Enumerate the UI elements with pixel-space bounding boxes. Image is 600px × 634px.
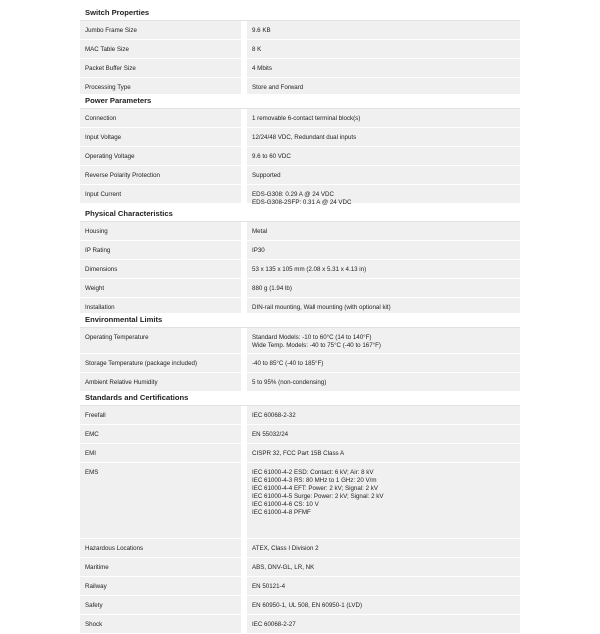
- section-title: Switch Properties: [80, 6, 520, 21]
- spec-row: [80, 185, 520, 204]
- spec-key: Storage Temperature (package included): [80, 354, 241, 372]
- spec-key: Housing: [80, 222, 241, 240]
- spec-row: [80, 373, 520, 392]
- spec-value-line: 1 removable 6-contact terminal block(s): [252, 115, 361, 122]
- spec-value: [247, 558, 520, 576]
- spec-key: IP Rating: [80, 241, 241, 259]
- spec-value-line: Wide Temp. Models: -40 to 75°C (-40 to 167°F): [252, 342, 381, 349]
- spec-value-line: IEC 61000-4-5 Surge: Power: 2 kV; Signal: 2 kV: [252, 493, 384, 500]
- spec-row: [80, 577, 520, 596]
- spec-row: [80, 222, 520, 241]
- spec-row: [80, 128, 520, 147]
- spec-key: EMS: [80, 463, 241, 538]
- spec-value: [247, 406, 520, 424]
- spec-value-line: 8 K: [252, 46, 262, 53]
- spec-value-line: 9.6 to 60 VDC: [252, 153, 291, 160]
- spec-value-line: IEC 61000-4-3 RS: 80 MHz to 1 GHz: 20 V/m: [252, 477, 377, 484]
- spec-row: [80, 260, 520, 279]
- spec-key: Processing Type: [80, 78, 241, 96]
- spec-section: [80, 207, 520, 317]
- spec-key: Railway: [80, 577, 241, 595]
- spec-value: [247, 128, 520, 146]
- spec-value: [247, 354, 520, 372]
- spec-value: [247, 425, 520, 443]
- spec-row: [80, 40, 520, 59]
- spec-value: [247, 596, 520, 614]
- spec-key: EMI: [80, 444, 241, 462]
- spec-key: Safety: [80, 596, 241, 614]
- spec-key: Freefall: [80, 406, 241, 424]
- spec-value: [247, 241, 520, 259]
- spec-value-line: IP30: [252, 247, 265, 254]
- spec-key: Jumbo Frame Size: [80, 21, 241, 39]
- spec-value-line: 12/24/48 VDC, Redundant dual inputs: [252, 134, 357, 141]
- spec-row: [80, 328, 520, 354]
- spec-key: Maritime: [80, 558, 241, 576]
- spec-row: [80, 406, 520, 425]
- spec-value: [247, 222, 520, 240]
- spec-section: [80, 94, 520, 204]
- spec-value-line: IEC 61000-4-8 PFMF: [252, 509, 311, 516]
- spec-key: Dimensions: [80, 260, 241, 278]
- section-title: Environmental Limits: [80, 313, 520, 328]
- spec-row: [80, 539, 520, 558]
- spec-row: [80, 444, 520, 463]
- spec-value-line: EDS-G308-2SFP: 0.31 A @ 24 VDC: [252, 199, 352, 206]
- spec-section: [80, 6, 520, 97]
- spec-key: Operating Voltage: [80, 147, 241, 165]
- spec-value-line: EN 60950-1, UL 508, EN 60950-1 (LVD): [252, 602, 363, 609]
- spec-row: [80, 147, 520, 166]
- spec-value-line: IEC 60068-2-27: [252, 621, 296, 628]
- spec-row: [80, 425, 520, 444]
- spec-value: [247, 539, 520, 557]
- spec-value-line: 5 to 95% (non-condensing): [252, 379, 327, 386]
- spec-value: [247, 166, 520, 184]
- spec-key: Input Current: [80, 185, 241, 203]
- spec-row: [80, 21, 520, 40]
- spec-key: Shock: [80, 615, 241, 633]
- spec-value-line: ATEX, Class I Division 2: [252, 545, 319, 552]
- spec-value-line: Supported: [252, 172, 281, 179]
- spec-value-line: IEC 60068-2-32: [252, 412, 296, 419]
- spec-value-line: 9.6 KB: [252, 27, 271, 34]
- spec-value-line: EN 55032/24: [252, 431, 289, 438]
- spec-key: Weight: [80, 279, 241, 297]
- spec-value: [247, 147, 520, 165]
- spec-row: [80, 463, 520, 539]
- spec-key: Input Voltage: [80, 128, 241, 146]
- section-title: Standards and Certifications: [80, 391, 520, 406]
- spec-value: [247, 260, 520, 278]
- spec-row: [80, 615, 520, 634]
- spec-value: [247, 279, 520, 297]
- spec-value-line: ABS, DNV-GL, LR, NK: [252, 564, 315, 571]
- spec-value: [247, 444, 520, 462]
- spec-key: EMC: [80, 425, 241, 443]
- spec-row: [80, 109, 520, 128]
- section-title: Power Parameters: [80, 94, 520, 109]
- spec-key: MAC Table Size: [80, 40, 241, 58]
- spec-row: [80, 166, 520, 185]
- section-title: Physical Characteristics: [80, 207, 520, 222]
- spec-row: [80, 279, 520, 298]
- spec-value-line: EN 50121-4: [252, 583, 286, 590]
- spec-value: [247, 21, 520, 39]
- spec-key: Packet Buffer Size: [80, 59, 241, 77]
- spec-value: [247, 40, 520, 58]
- spec-value-line: IEC 61000-4-6 CS: 10 V: [252, 501, 319, 508]
- spec-value-line: DIN-rail mounting, Wall mounting (with optional kit): [252, 304, 391, 311]
- spec-value-line: IEC 61000-4-2 ESD: Contact: 6 kV; Air: 8 kV: [252, 469, 374, 476]
- spec-value: [247, 463, 520, 538]
- spec-row: [80, 59, 520, 78]
- spec-section: [80, 313, 520, 392]
- spec-value: [247, 577, 520, 595]
- spec-key: Hazardous Locations: [80, 539, 241, 557]
- spec-value: [247, 109, 520, 127]
- spec-row: [80, 596, 520, 615]
- spec-value-line: Store and Forward: [252, 84, 304, 91]
- spec-key: Operating Temperature: [80, 328, 241, 353]
- spec-section: [80, 391, 520, 634]
- spec-value-line: 4 Mbits: [252, 65, 272, 72]
- spec-key: Ambient Relative Humidity: [80, 373, 241, 391]
- spec-value: [247, 185, 520, 206]
- spec-key: Installation: [80, 298, 241, 316]
- spec-value-line: -40 to 85°C (-40 to 185°F): [252, 360, 324, 367]
- spec-value-line: IEC 61000-4-4 EFT: Power: 2 kV; Signal: 2 kV: [252, 485, 378, 492]
- spec-value-line: Standard Models: -10 to 60°C (14 to 140°F): [252, 334, 372, 341]
- spec-value-line: CISPR 32, FCC Part 15B Class A: [252, 450, 345, 457]
- spec-row: [80, 241, 520, 260]
- spec-value-line: 53 x 135 x 105 mm (2.08 x 5.31 x 4.13 in): [252, 266, 367, 273]
- spec-value: [247, 328, 520, 353]
- spec-value-line: 880 g (1.94 lb): [252, 285, 292, 292]
- spec-row: [80, 354, 520, 373]
- spec-value: [247, 59, 520, 77]
- spec-key: Reverse Polarity Protection: [80, 166, 241, 184]
- spec-value-line: EDS-G308: 0.29 A @ 24 VDC: [252, 191, 334, 198]
- spec-value-line: Metal: [252, 228, 268, 235]
- spec-key: Connection: [80, 109, 241, 127]
- spec-row: [80, 558, 520, 577]
- spec-value: [247, 373, 520, 391]
- spec-value: [247, 615, 520, 633]
